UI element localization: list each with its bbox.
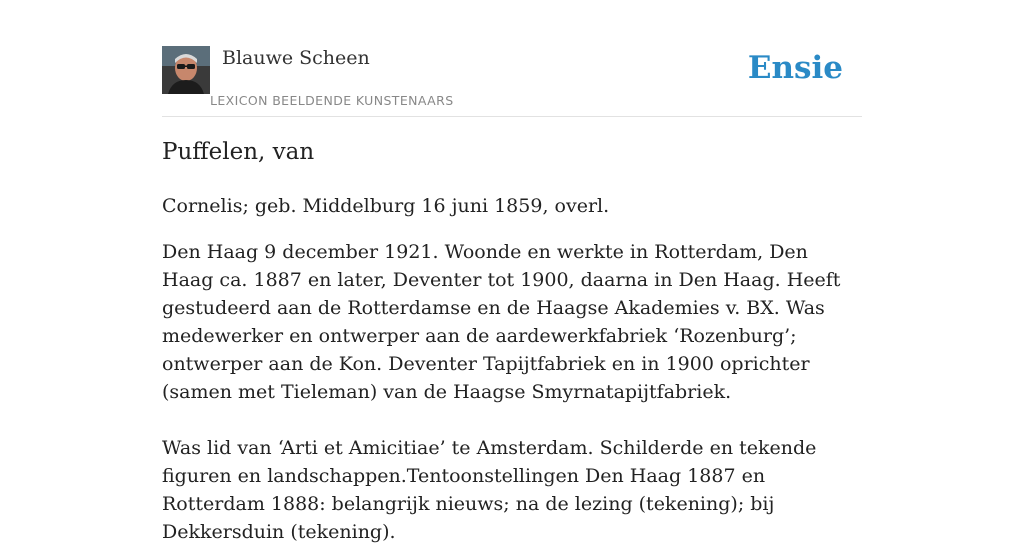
author-avatar[interactable] xyxy=(162,46,210,94)
entry-paragraph: Was lid van ‘Arti et Amicitiae’ te Amsterdam. Schilderde en tekende figuren en landschappen.Tentoonstellingen Den Haag 1887 en Rotterdam 1888: belangrijk nieuws; na de lezing (tekening); bij Dekkersduin (tekening). xyxy=(162,437,817,543)
author-photo-icon xyxy=(162,46,210,94)
entry-title: Puffelen, van xyxy=(162,139,315,165)
site-logo[interactable]: Ensie xyxy=(747,50,843,86)
book-title[interactable]: LEXICON BEELDENDE KUNSTENAARS xyxy=(210,93,454,108)
entry-paragraph: Den Haag 9 december 1921. Woonde en werkte in Rotterdam, Den Haag ca. 1887 en later, Deventer tot 1900, daarna in Den Haag. Heeft gestudeerd aan de Rotterdamse en de Haagse Akademies v. BX. Was medewerker en ontwerper aan de aardewerkfabriek ‘Rozenburg’; ontwerper aan de Kon. Deventer Tapijtfabriek en in 1900 oprichter (samen met Tieleman) van de Haagse Smyrnatapijtfabriek. xyxy=(162,241,841,403)
entry-content xyxy=(162,192,862,546)
page-header xyxy=(162,46,862,117)
entry-paragraph: Cornelis; geb. Middelburg 16 juni 1859, overl. xyxy=(162,195,610,217)
author-name[interactable]: Blauwe Scheen xyxy=(222,47,370,69)
